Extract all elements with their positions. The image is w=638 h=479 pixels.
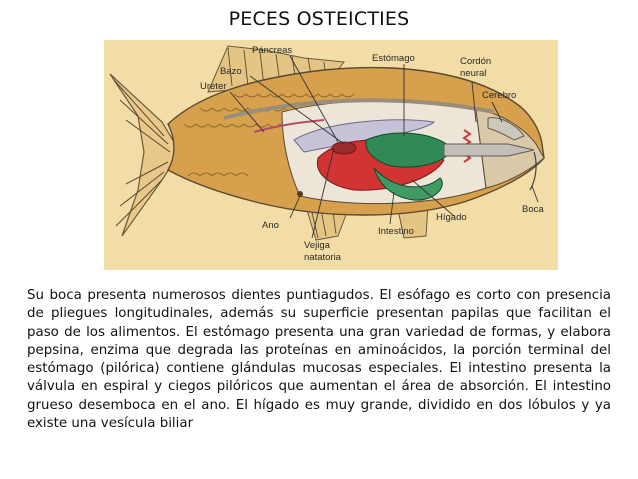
caudal-fin [110, 74, 180, 236]
label-intestino: Intestino [378, 226, 414, 237]
label-cordon: Cordón [460, 56, 492, 67]
fish-illustration [104, 40, 558, 270]
description-paragraph: Su boca presenta numerosos dientes puntiagudos. El esófago es corto con presencia de pliegues longitudinales, además su superficie presentan papilas que facilitan el paso de los alimentos. El estómago presenta una gran variedad de formas, y elabora pepsina, enzima que degrada las proteínas en aminoácidos, la porción terminal del estómago (pilórica) contiene glándulas mucosas especiales. El intestino presenta la válvula en espiral y ciegos pilóricos que aumentan el área de absorción. El intestino grueso desemboca en el ano. El hígado es muy grande, dividido en dos lóbulos y ya existe una vesícula biliar [27, 288, 611, 432]
label-boca: Boca [522, 204, 544, 215]
label-bazo: Bazo [220, 66, 242, 77]
label-vejiga: Vejiga [304, 240, 330, 251]
label-ureter: Ureter [200, 81, 227, 92]
label-natatoria: natatoria [304, 252, 341, 263]
page-title: PECES OSTEICTIES [228, 8, 410, 30]
label-cerebro: Cerebro [482, 90, 517, 101]
fish-anatomy-diagram [104, 40, 558, 270]
label-estomago: Estómago [372, 53, 415, 64]
label-neural: neural [460, 68, 487, 79]
label-pancreas: Páncreas [252, 45, 293, 56]
label-higado: Hígado [436, 212, 467, 223]
label-ano: Ano [262, 220, 279, 231]
